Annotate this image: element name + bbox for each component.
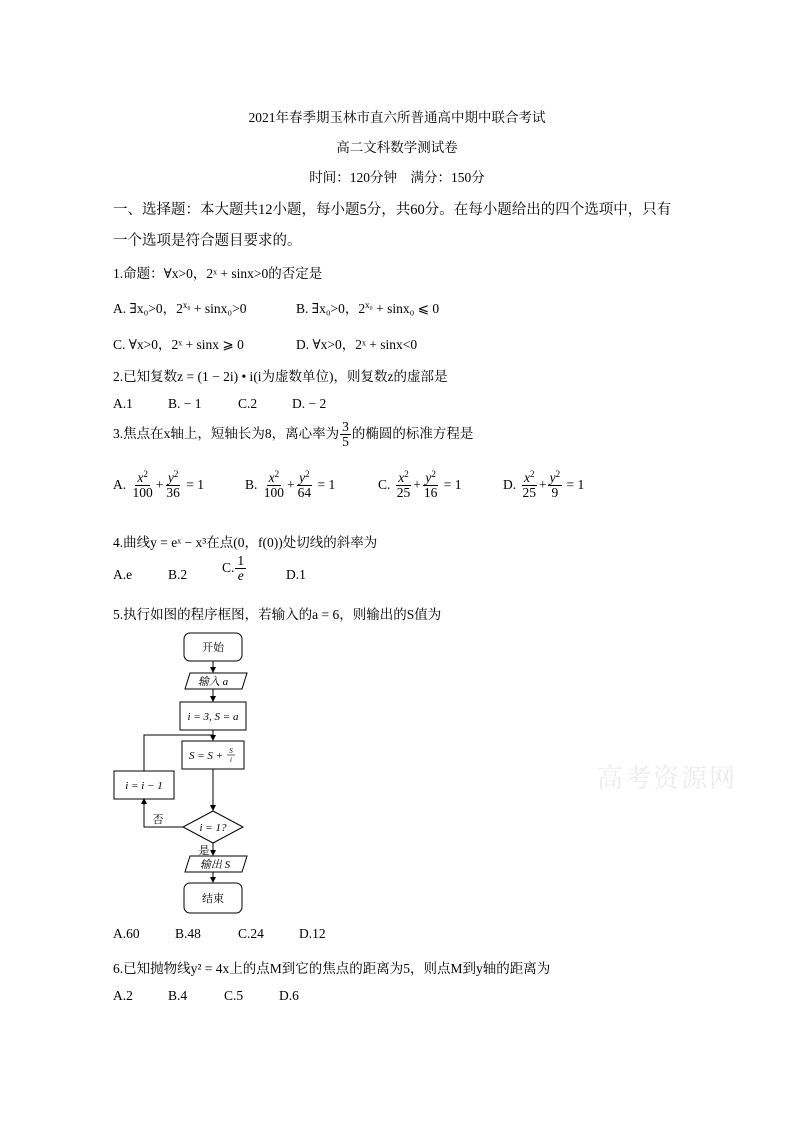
flow-input-label: 输入 a [197, 676, 229, 688]
flow-no-label: 否 [152, 814, 164, 826]
q6-option-a: A.2 [113, 988, 133, 1003]
q5-option-d: D.12 [299, 926, 326, 941]
exam-meta: 时间：120分钟 满分：150分 [309, 170, 485, 185]
section-instructions-line2: 一个选项是符合题目要求的。 [113, 233, 302, 249]
q1-stem: 1.命题：∀x>0，2ˣ + sinx>0的否定是 [113, 266, 323, 281]
q1-option-b: B. ∃x₀>0，$2^{x_0} + \sin x_0$ ⩽ 0 [296, 300, 440, 316]
q3-option-a: A. $\frac{x^2}{100}$ + $\frac{y^2}{36}$ = 1 [113, 469, 204, 501]
exam-title: 2021年春季期玉林市直六所普通高中期中联合考试 [248, 110, 546, 125]
q3-stem: 3.焦点在x轴上，短轴长为8，离心率为 $\frac{3}{5}$ 的椭圆的标准方程是 [113, 419, 474, 450]
q1-option-d: D. ∀x>0，2ˣ + sinx<0 [296, 337, 418, 352]
q1-option-c: C. ∀x>0，2ˣ + sinx ⩾ 0 [113, 337, 244, 352]
section-instructions-line1: 一、选择题：本大题共12小题，每小题5分，共60分。在每小题给出的四个选项中，只有 [113, 202, 672, 218]
q4-option-c: C. $\frac{1}{e}$ [222, 553, 245, 584]
q6-option-c: C.5 [224, 988, 244, 1003]
flow-calc-den: i [230, 756, 232, 764]
q4-option-d: D.1 [286, 567, 306, 582]
flow-decrement-label: i = i − 1 [125, 780, 163, 792]
q5-option-a: A.60 [113, 926, 140, 941]
q3-option-d: D. $\frac{x^2}{25}$ + $\frac{y^2}{9}$ = 1 [503, 469, 585, 501]
q2-option-a: A.1 [113, 396, 133, 411]
q6-stem: 6.已知抛物线y² = 4x上的点M到它的焦点的距离为5，则点M到y轴的距离为 [113, 961, 551, 976]
q4-stem: 4.曲线y = eˣ − x³在点(0，f(0))处切线的斜率为 [113, 535, 378, 550]
flowchart [100, 625, 270, 920]
q5-option-b: B.48 [175, 926, 201, 941]
flow-condition-label: i = 1? [199, 822, 227, 834]
watermark: 高考资源网 [597, 764, 738, 793]
q5-option-c: C.24 [238, 926, 264, 941]
q2-stem: 2.已知复数z = (1 − 2i) • i(i为虚数单位)，则复数z的虚部是 [113, 369, 448, 384]
q4-option-b: B.2 [168, 567, 188, 582]
q2-option-d: D. − 2 [292, 396, 327, 411]
q2-option-c: C.2 [238, 396, 258, 411]
flow-output-label: 输出 S [199, 859, 231, 871]
flow-calc-label: S = S + [188, 750, 224, 762]
flow-end-label: 结束 [202, 893, 224, 905]
q5-stem: 5.执行如图的程序框图，若输入的a = 6，则输出的S值为 [113, 607, 442, 622]
q3-option-b: B. $\frac{x^2}{100}$ + $\frac{y^2}{64}$ = 1 [245, 469, 336, 501]
q6-option-d: D.6 [279, 988, 299, 1003]
flow-init-label: i = 3, S = a [187, 711, 239, 723]
q1-option-a: A. ∃x₀>0，$2^{x_0} + \sin x_0>0$ [113, 300, 247, 316]
q4-option-a: A.e [113, 567, 133, 582]
exam-subtitle: 高二文科数学测试卷 [336, 140, 458, 155]
q2-option-b: B. − 1 [168, 396, 202, 411]
flow-yes-label: 是 [198, 845, 210, 857]
q3-option-c: C. $\frac{x^2}{25}$ + $\frac{y^2}{16}$ = 1 [378, 469, 462, 501]
flow-calc-num: S [229, 747, 233, 755]
flow-start-label: 开始 [202, 642, 224, 654]
q6-option-b: B.4 [168, 988, 188, 1003]
